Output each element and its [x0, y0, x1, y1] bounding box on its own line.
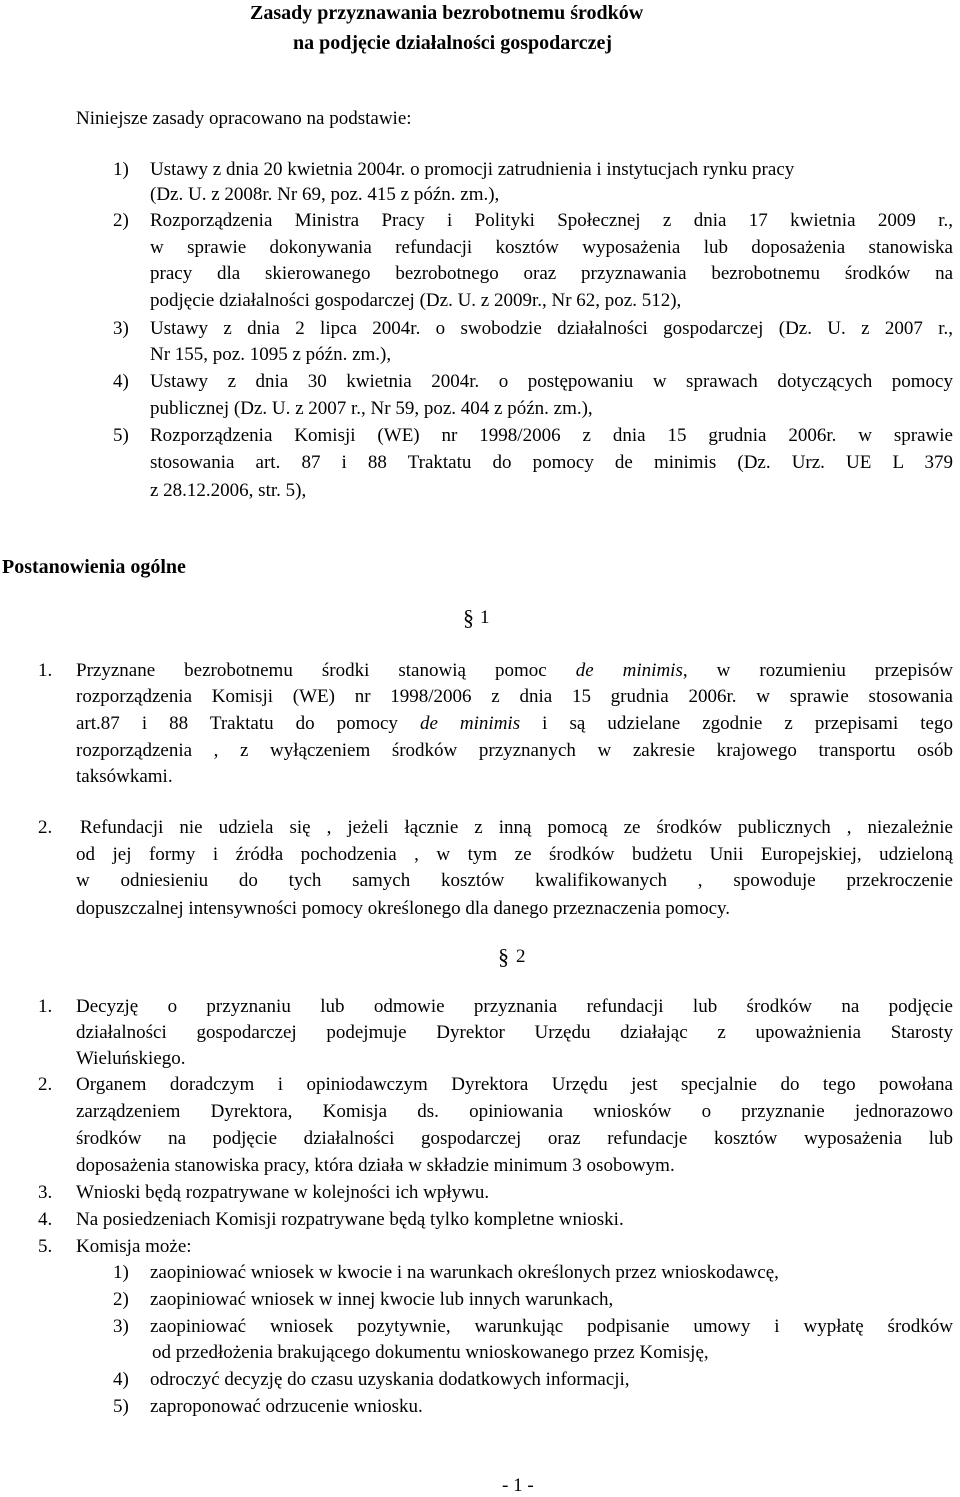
basis-1-num: 1) — [113, 159, 129, 180]
section-number-2: 2 — [516, 946, 526, 967]
s2-item-4-line-1: Na posiedzeniach Komisji rozpatrywane będą tylko kompletne wnioski. — [76, 1209, 624, 1230]
s1-p1-num: 1. — [38, 660, 53, 681]
basis-2-line-4: podjęcie działalności gospodarczej (Dz. U. z 2009r., Nr 62, poz. 512), — [150, 290, 682, 311]
basis-5-line-2: stosowania art. 87 i 88 Traktatu do pomocy de minimis (Dz. Urz. UE L 379 — [150, 452, 953, 473]
basis-4-line-2: publicznej (Dz. U. z 2007 r., Nr 59, poz. 404 z późn. zm.), — [150, 398, 593, 419]
s2-item-2-line-3: środków na podjęcie działalności gospodarczej oraz refundacje kosztów wyposażenia lub — [76, 1128, 953, 1149]
s2-item-2-num: 2. — [38, 1074, 53, 1095]
s1-p1-l1-text-a: Przyznane bezrobotnemu środki stanowią pomoc — [76, 660, 576, 681]
s1-p1-line-3 — [76, 713, 953, 735]
s1-p1-l1-text-c: , w rozumieniu przepisów — [682, 660, 954, 681]
s1-p1-line-4: rozporządzenia , z wyłączeniem środków przyznanych w zakresie krajowego transportu osób — [76, 740, 953, 761]
s2-item-2-line-4: doposażenia stanowiska pracy, która działa w składzie minimum 3 osobowym. — [76, 1155, 675, 1176]
s1-p2-line-3: w odniesieniu do tych samych kosztów kwalifikowanych , spowoduje przekroczenie — [76, 870, 953, 891]
s1-p1-l1-de-minimis: de minimis — [575, 660, 683, 681]
s1-p2-num: 2. — [38, 817, 53, 838]
basis-3-num: 3) — [113, 318, 129, 339]
s1-p2-line-2: od jej formy i źródła pochodzenia , w tym ze środków budżetu Unii Europejskiej, udzieloną — [76, 844, 953, 865]
basis-2-line-3: pracy dla skierowanego bezrobotnego oraz przyznawania bezrobotnemu środków na — [150, 263, 953, 284]
intro-text: Niniejsze zasady opracowano na podstawie: — [76, 108, 412, 129]
title-line-2: na podjęcie działalności gospodarczej — [293, 32, 613, 54]
section-heading: Postanowienia ogólne — [2, 556, 186, 578]
section-mark-1: § — [463, 605, 474, 630]
basis-2-line-2: w sprawie dokonywania refundacji kosztów wyposażenia lub doposażenia stanowiska — [150, 237, 953, 258]
basis-4-num: 4) — [113, 371, 129, 392]
basis-5-line-1: Rozporządzenia Komisji (WE) nr 1998/2006 z dnia 15 grudnia 2006r. w sprawie — [150, 425, 953, 446]
s2-sub-5-num: 5) — [113, 1396, 129, 1417]
s1-p1-l3-text-a: art.87 i 88 Traktatu do pomocy — [76, 713, 420, 734]
s1-p2-line-4: dopuszczalnej intensywności pomocy określonego dla danego przeznaczenia pomocy. — [76, 898, 731, 919]
s2-item-1-line-2: działalności gospodarczej podejmuje Dyrektor Urzędu działając z upoważnienia Starosty — [76, 1022, 953, 1043]
s1-p2-line-1: Refundacji nie udziela się , jeżeli łącznie z inną pomocą ze środków publicznych , niezależnie — [80, 817, 953, 838]
s2-item-5-line-1: Komisja może: — [76, 1236, 192, 1257]
s2-sub-3-num: 3) — [113, 1316, 129, 1337]
section-mark-2: § — [498, 944, 509, 969]
basis-5-line-3: z 28.12.2006, str. 5), — [150, 480, 307, 501]
s2-item-4-num: 4. — [38, 1209, 53, 1230]
s2-item-2-line-1: Organem doradczym i opiniodawczym Dyrektora Urzędu jest specjalnie do tego powołana — [76, 1074, 953, 1095]
s2-item-5-num: 5. — [38, 1236, 53, 1257]
s2-item-1-line-1: Decyzję o przyznaniu lub odmowie przyznania refundacji lub środków na podjęcie — [76, 996, 953, 1017]
basis-4-line-1: Ustawy z dnia 30 kwietnia 2004r. o postępowaniu w sprawach dotyczących pomocy — [150, 371, 953, 392]
s1-p1-line-1 — [76, 660, 953, 682]
basis-1-line-2: (Dz. U. z 2008r. Nr 69, poz. 415 z późn. zm.), — [150, 184, 500, 205]
page-number: - 1 - — [502, 1475, 534, 1496]
s1-p1-l3-de-minimis: de minimis — [419, 713, 521, 734]
s2-item-3-num: 3. — [38, 1182, 53, 1203]
s2-sub-4-line-1: odroczyć decyzję do czasu uzyskania dodatkowych informacji, — [150, 1369, 630, 1390]
basis-3-line-2: Nr 155, poz. 1095 z późn. zm.), — [150, 344, 392, 365]
basis-5-num: 5) — [113, 425, 129, 446]
s2-sub-3-line-2: od przedłożenia brakującego dokumentu wnioskowanego przez Komisję, — [152, 1342, 709, 1363]
s2-sub-4-num: 4) — [113, 1369, 129, 1390]
basis-2-line-1: Rozporządzenia Ministra Pracy i Polityki Społecznej z dnia 17 kwietnia 2009 r., — [150, 210, 953, 231]
s2-item-1-line-3: Wieluńskiego. — [76, 1048, 186, 1069]
s2-sub-3-line-1: zaopiniować wniosek pozytywnie, warunkując podpisanie umowy i wypłatę środków — [150, 1316, 953, 1337]
s1-p1-line-5: taksówkami. — [76, 766, 173, 787]
basis-3-line-1: Ustawy z dnia 2 lipca 2004r. o swobodzie działalności gospodarczej (Dz. U. z 2007 r., — [150, 318, 953, 339]
title-line-1: Zasady przyznawania bezrobotnemu środków — [250, 2, 644, 24]
section-number-1: 1 — [480, 607, 490, 628]
s2-sub-1-num: 1) — [113, 1262, 129, 1283]
s2-sub-1-line-1: zaopiniować wniosek w kwocie i na warunkach określonych przez wnioskodawcę, — [150, 1262, 779, 1283]
s2-item-3-line-1: Wnioski będą rozpatrywane w kolejności ich wpływu. — [76, 1182, 490, 1203]
s1-p1-l3-text-c: i są udzielane zgodnie z przepisami tego — [520, 713, 953, 734]
s2-sub-2-num: 2) — [113, 1289, 129, 1310]
s2-item-2-line-2: zarządzeniem Dyrektora, Komisja ds. opiniowania wniosków o przyznanie jednorazowo — [76, 1101, 953, 1122]
s2-sub-2-line-1: zaopiniować wniosek w innej kwocie lub innych warunkach, — [150, 1289, 614, 1310]
s2-sub-5-line-1: zaproponować odrzucenie wniosku. — [150, 1396, 423, 1417]
s1-p1-line-2: rozporządzenia Komisji (WE) nr 1998/2006 z dnia 15 grudnia 2006r. w sprawie stosowania — [76, 686, 953, 707]
basis-2-num: 2) — [113, 210, 129, 231]
s2-item-1-num: 1. — [38, 996, 53, 1017]
basis-1-line-1: Ustawy z dnia 20 kwietnia 2004r. o promocji zatrudnienia i instytucjach rynku pracy — [150, 159, 795, 180]
